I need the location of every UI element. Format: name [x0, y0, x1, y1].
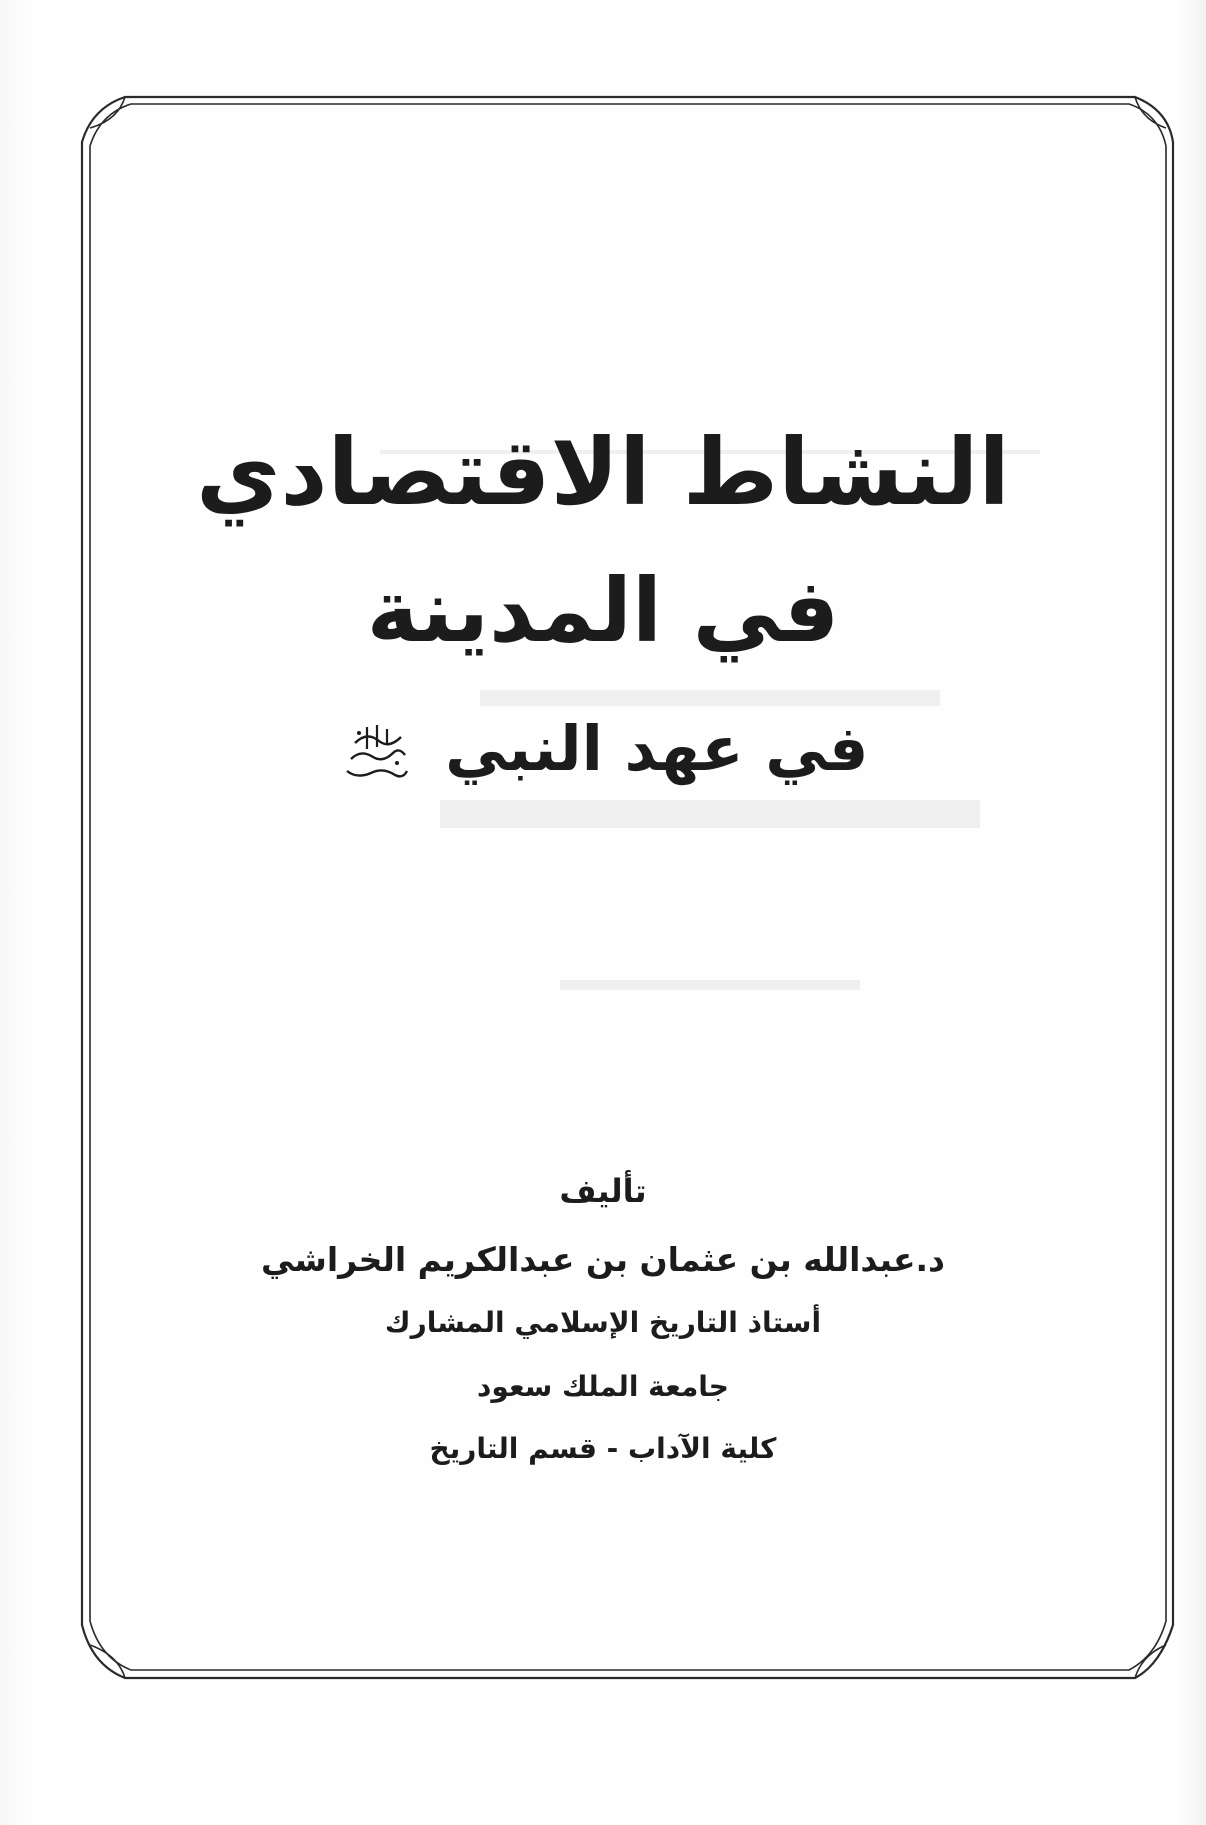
authored-by-label: تأليف [559, 1172, 647, 1210]
book-title-line-3 [160, 712, 1046, 787]
book-title-line-3-text: في عهد النبي [445, 712, 869, 785]
book-title-line-1: النشاط الاقتصادي [196, 419, 1010, 526]
author-department: كلية الآداب - قسم التاريخ [429, 1432, 777, 1465]
author-name: د.عبدالله بن عثمان بن عبدالكريم الخراشي [261, 1240, 945, 1279]
author-academic-title: أستاذ التاريخ الإسلامي المشارك [384, 1306, 822, 1339]
author-university: جامعة الملك سعود [477, 1370, 729, 1403]
book-title-line-2: في المدينة [366, 559, 840, 662]
salla-allahu-alayhi-wasallam-seal-icon [337, 719, 413, 787]
